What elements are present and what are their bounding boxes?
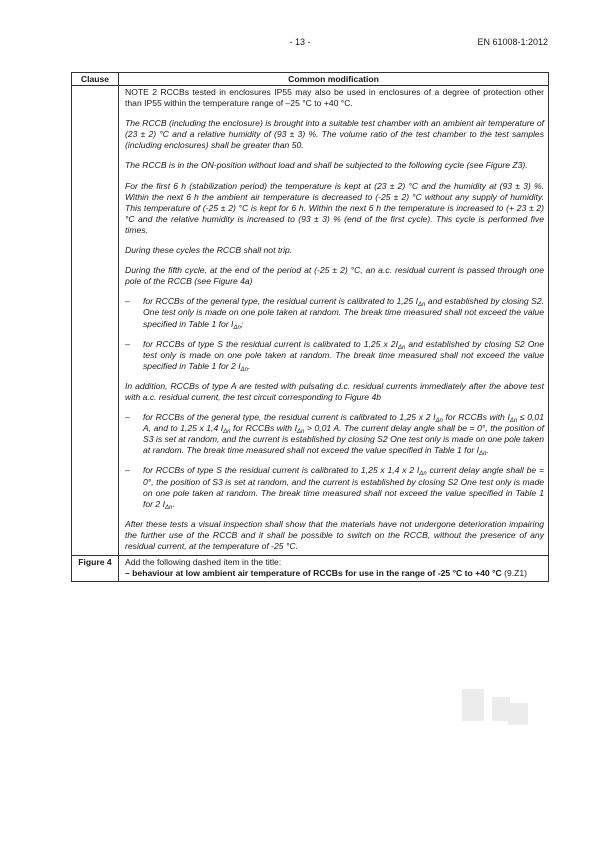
dash-marker: – <box>125 465 130 476</box>
table-row <box>72 556 549 582</box>
list-item <box>125 296 544 329</box>
figure-4-modification <box>119 556 549 582</box>
paragraph-no-trip: During these cycles the RCCB shall not trip. <box>125 245 293 256</box>
dash-marker: – <box>125 296 130 307</box>
table-row <box>72 86 549 556</box>
modification-table <box>71 72 549 582</box>
table-header-row <box>72 73 549 86</box>
paragraph-on-position: The RCCB is in the ON-position without load and shall be subjected to the following cycle (see Figure Z3). <box>125 160 528 171</box>
scan-mark <box>462 689 484 721</box>
list-item-text: for RCCBs of the general type, the residual current is calibrated to 1,25 x 2 $I_{\Delta n}$ for RCCBs with $I_{\Delta n} \le 0,01$ A, and to 1,25 x 1,4 $I_{\Delta n}$ for RCCBs with $I_{\Delta n} > 0,01$ A. The current delay angle shall be = 0°, the position of S3 is set at random, and the current is established by closing S2 One test only is made on one pole taken at random. The break time measured shall not exceed the value specified in Table 1 for $I_{\Delta n}$. <box>143 412 545 458</box>
list-item <box>125 465 544 509</box>
list-item <box>125 339 544 372</box>
list-item-text: for RCCBs of type S the residual current is calibrated to 1,25 x 1,4 x 2 $I_{\Delta n}$ current delay angle shall be = 0°, the position of S3 is set at random, and the current is established by closing S2 One test only is made on one pole taken at random. The break time measured shall not exceed the value specified in Table 1 for 2 $I_{\Delta n}$. <box>143 465 544 511</box>
clause-cell-empty <box>72 86 119 556</box>
paragraph-chamber: The RCCB (including the enclosure) is brought into a suitable test chamber with an ambient air temperature of (23 ± 2) °C and a relative humidity of (93 ± 3) %. The volume ratio of the test chamber to the test samples (including enclosures) shall be greater than 50. <box>125 118 544 151</box>
modification-header: Common modification <box>119 73 549 86</box>
page-number: - 13 - <box>289 37 311 47</box>
paragraph-visual-inspection: After these tests a visual inspection shall show that the materials have not undergone deterioration impairing the further use of the RCCB and it shall be possible to switch on the RCCB, without the presence of any residual current, at the temperature of -25 °C. <box>125 518 544 551</box>
modification-cell <box>119 86 549 556</box>
list-item <box>125 412 544 456</box>
paragraph-type-a: In addition, RCCBs of type A are tested with pulsating d.c. residual currents immediately after the above test with a.c. residual current, the test circuit corresponding to Figure 4b <box>125 380 544 402</box>
list-item-text: for RCCBs of type S the residual current is calibrated to 1,25 x $2I_{\Delta n}$ and established by closing S2 One test only is made on one pole taken at random. The break time measured shall not exceed the value specified in Table 1 for 2 $I_{\Delta n}$. <box>143 338 544 373</box>
scan-mark <box>508 703 528 725</box>
standard-reference: EN 61008-1:2012 <box>477 37 548 47</box>
paragraph-fifth-cycle: During the fifth cycle, at the end of the period at (-25 ± 2) °C, an a.c. residual current is passed through one pole of the RCCB (see Figure 4a) <box>125 265 544 287</box>
clause-header: Clause <box>72 73 119 86</box>
clause-figure-4: Figure 4 <box>72 556 119 582</box>
dash-marker: – <box>125 412 130 423</box>
dash-marker: – <box>125 338 130 349</box>
list-item-text: for RCCBs of the general type, the residual current is calibrated to 1,25 $I_{\Delta n}$ and established by closing S2. One test only is made on one pole taken at random. The break time measured shall not exceed the value specified in Table 1 for $I_{\Delta n}$; <box>143 296 544 331</box>
figure-intro: Add the following dashed item in the title: <box>125 557 282 568</box>
paragraph-cycle: For the first 6 h (stabilization period) the temperature is kept at (23 ± 2) °C and the humidity at (93 ± 3) %. Within the next 6 h the ambient air temperature is decreased to (-25 ± 2) °C without any supply of humidity. This temperature of (-25 ± 2) °C is kept for 6 h. Within the next 6 h the temperature is increased to (+ 23 ± 2) °C and the relative humidity is increased to (93 ± 3) % (end of the first cycle). This cycle is performed five times. <box>125 180 544 235</box>
note-2: NOTE 2 RCCBs tested in enclosures IP55 may also be used in enclosures of a degree of protection other than IP55 within the temperature range of –25 °C to +40 °C. <box>125 87 544 109</box>
figure-dashed-item: – behaviour at low ambient air temperature of RCCBs for use in the range of -25 °C to +40 °C (9.Z1) <box>125 568 528 579</box>
